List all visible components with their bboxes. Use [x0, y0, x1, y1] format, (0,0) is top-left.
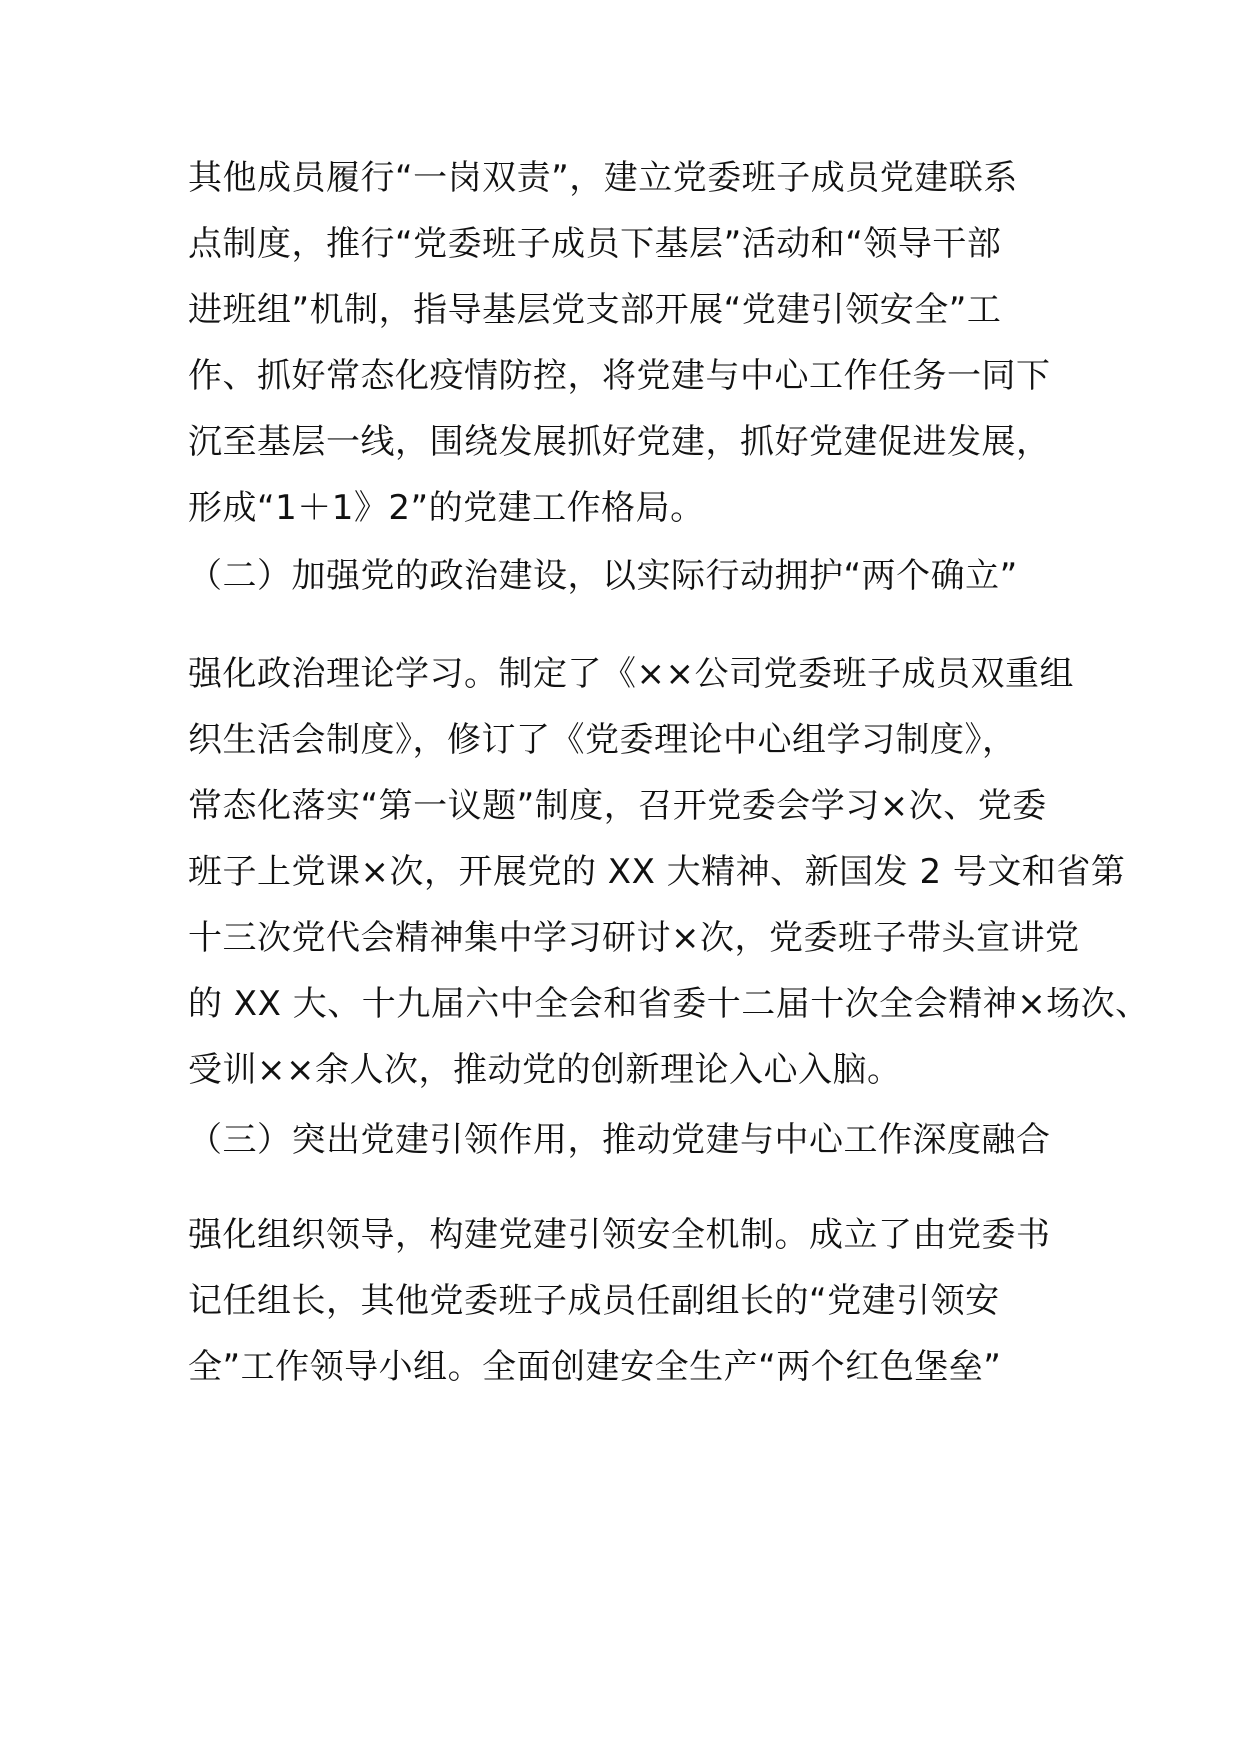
text-line: 全”工作领导小组。全面创建安全生产“两个红色堡垒”: [188, 1347, 1002, 1387]
section-heading: （二）加强党的政治建设，以实际行动拥护“两个确立”: [188, 556, 1018, 596]
text-line: 的 XX 大、十九届六中全会和省委十二届十次全会精神×场次、: [188, 984, 1150, 1024]
text-line: 班子上党课×次，开展党的 XX 大精神、新国发 2 号文和省第: [188, 852, 1126, 892]
text-line: 记任组长，其他党委班子成员任副组长的“党建引领安: [188, 1281, 1000, 1321]
text-line: 强化政治理论学习。制定了《××公司党委班子成员双重组: [188, 654, 1074, 694]
text-line: 沉至基层一线，围绕发展抓好党建，抓好党建促进发展，: [188, 422, 1051, 462]
text-line: 强化组织领导，构建党建引领安全机制。成立了由党委书: [188, 1215, 1051, 1255]
text-line: 形成“1＋1》2”的党建工作格局。: [188, 488, 705, 528]
text-line: 常态化落实“第一议题”制度，召开党委会学习×次、党委: [188, 786, 1047, 826]
text-line: 织生活会制度》，修订了《党委理论中心组学习制度》，: [188, 720, 1017, 760]
text-line: 进班组”机制，指导基层党支部开展“党建引领安全”工: [188, 290, 1002, 330]
text-line: 受训××余人次，推动党的创新理论入心入脑。: [188, 1050, 902, 1090]
section-heading: （三）突出党建引领作用，推动党建与中心工作深度融合: [188, 1120, 1051, 1160]
text-line: 其他成员履行“一岗双责”，建立党委班子成员党建联系: [188, 158, 1018, 198]
text-line: 点制度，推行“党委班子成员下基层”活动和“领导干部: [188, 224, 1002, 264]
text-line: 作、抓好常态化疫情防控，将党建与中心工作任务一同下: [188, 356, 1051, 396]
text-line: 十三次党代会精神集中学习研讨×次，党委班子带头宣讲党: [188, 918, 1080, 958]
